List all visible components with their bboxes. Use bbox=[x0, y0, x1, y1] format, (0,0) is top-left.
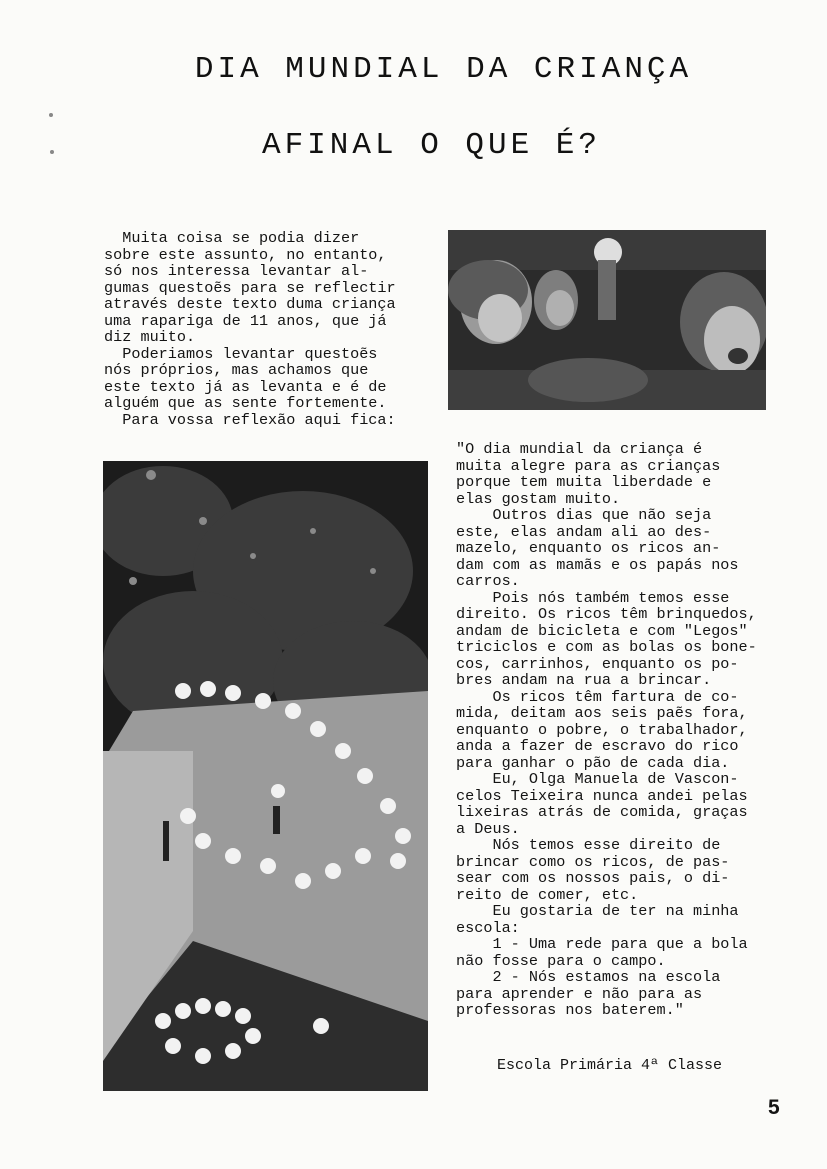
photo-children-faces bbox=[448, 230, 766, 410]
child-text-quote: "O dia mundial da criança é muita alegre para as crianças porque tem muita liberdade e elas gostam muito. Outros dias que não seja este, elas andam ali ao des- mazelo, enquanto os ricos an- dam com as mamãs e os papás nos carros. Pois nós também temos esse direito. Os ricos têm brinquedos, andam de bicicleta e com "Legos" triciclos e com as bolas os bone- cos, carrinhos, enquanto os po- bres andam na rua a brincar. Os ricos têm fartura de co- mida, deitam aos seis paẽs fora, enquanto o pobre, o trabalhador, anda a fazer de escravo do rico para ganhar o pão de cada dia. Eu, Olga Manuela de Vascon- celos Teixeira nunca andei pelas lixeiras atrás de comida, graças a Deus. Nós temos esse direito de brincar como os ricos, de pas- sear com os nossos pais, o di- reito de comer, etc. Eu gostaria de ter na minha escola: 1 - Uma rede para que a bola não fosse para o campo. 2 - Nós estamos na escola para aprender e não para as professoras nos baterem." bbox=[456, 440, 757, 1019]
page-number: 5 bbox=[768, 1096, 780, 1119]
title-line-2: AFINAL O QUE É? bbox=[261, 128, 602, 163]
intro-paragraph: Muita coisa se podia dizer sobre este assunto, no entanto, só nos interessa levantar al- gumas questoẽs para se reflectir através deste texto duma criança uma rapariga de 11 anos, que já diz muito. Poderiamos levantar questoẽs nós próprios, mas achamos que este texto já as levanta e é de alguém que as sente fortemente. Para vossa reflexão aqui fica: bbox=[104, 229, 396, 429]
photo-children-circle-playground bbox=[103, 461, 428, 1091]
title-line-1: DIA MUNDIAL DA CRIANÇA bbox=[194, 52, 693, 87]
signature: Escola Primária 4ª Classe bbox=[497, 1057, 723, 1074]
speck bbox=[49, 113, 53, 117]
